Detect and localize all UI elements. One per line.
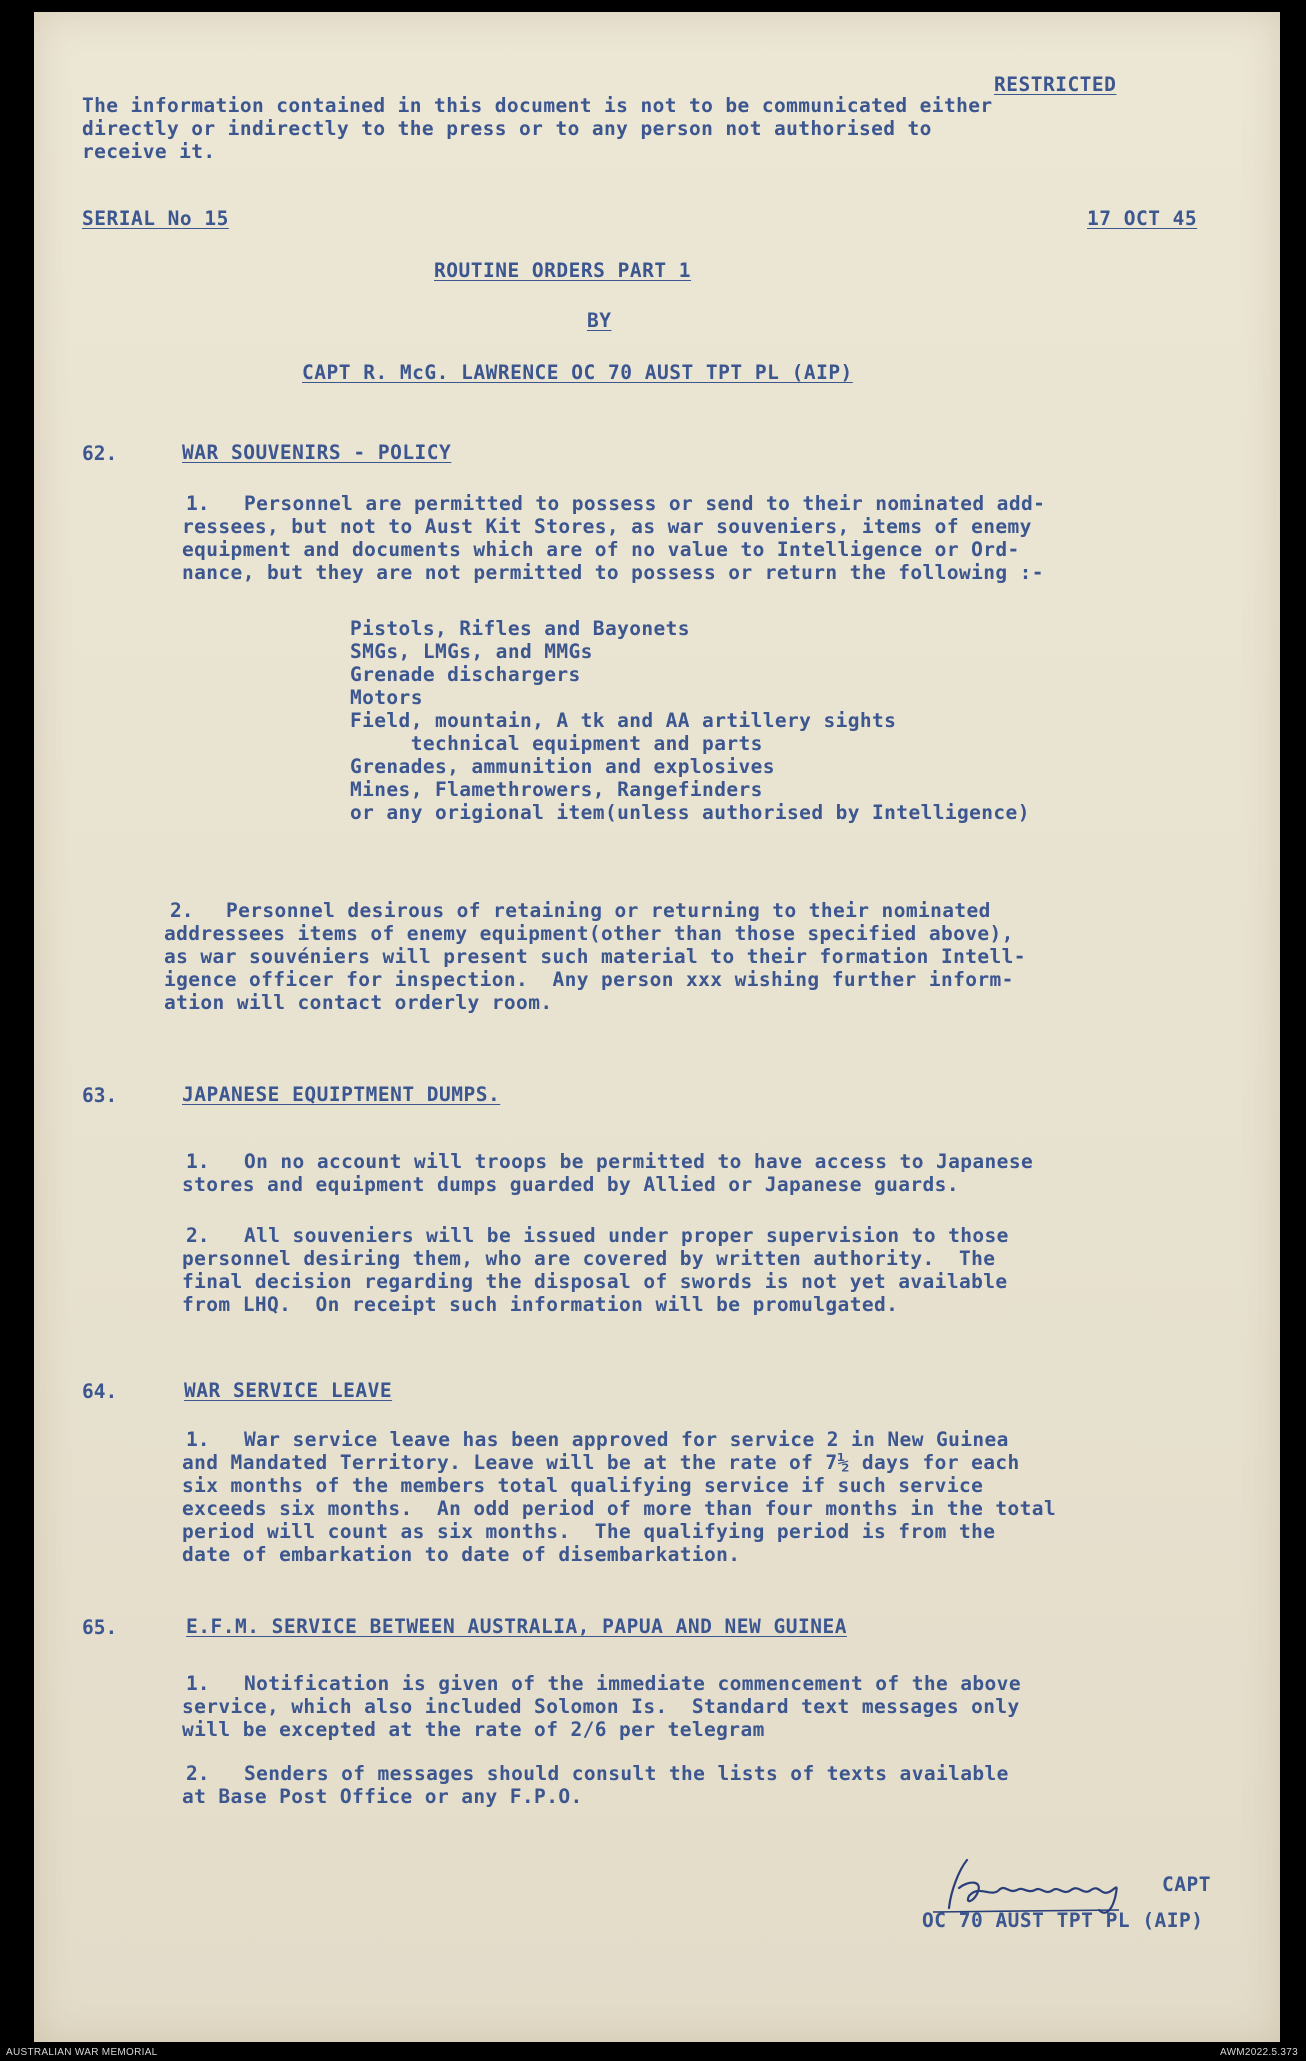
para-line: On no account will troops be permitted to have access to Japanese <box>244 1150 1034 1173</box>
para-line: exceeds six months. An odd period of more than four months in the total <box>182 1497 1057 1520</box>
para-line: and Mandated Territory. Leave will be at the rate of 7½ days for each <box>182 1451 1020 1474</box>
para-line: final decision regarding the disposal of swords is not yet available <box>182 1270 1008 1293</box>
section-paragraph <box>182 492 1045 584</box>
list-item: SMGs, LMGs, and MMGs <box>350 640 593 663</box>
para-line: Personnel desirous of retaining or returning to their nominated <box>226 899 991 922</box>
para-line: stores and equipment dumps guarded by Allied or Japanese guards. <box>182 1173 959 1196</box>
para-line: will be excepted at the rate of 2/6 per telegram <box>182 1718 765 1741</box>
section-heading: E.F.M. SERVICE BETWEEN AUSTRALIA, PAPUA AND NEW GUINEA <box>186 1615 847 1638</box>
section-paragraph <box>182 1150 1033 1196</box>
classification-stamp: RESTRICTED <box>994 73 1117 96</box>
document-page <box>34 12 1280 2042</box>
para-line: service, which also included Solomon Is. Standard text messages only <box>182 1695 1020 1718</box>
para-line: equipment and documents which are of no value to Intelligence or Ord- <box>182 538 1020 561</box>
para-line: from LHQ. On receipt such information will be promulgated. <box>182 1293 899 1316</box>
para-number: 1. <box>186 1672 210 1695</box>
notice-line: receive it. <box>82 140 216 163</box>
section-heading: WAR SOUVENIRS - POLICY <box>182 441 452 464</box>
para-line: period will count as six months. The qualifying period is from the <box>182 1520 996 1543</box>
section-number: 64. <box>82 1380 118 1403</box>
signature-rank: CAPT <box>1162 1873 1211 1896</box>
para-line: ation will contact orderly room. <box>164 991 553 1014</box>
para-line: addressees items of enemy equipment(other than those specified above), <box>164 922 1014 945</box>
para-line: at Base Post Office or any F.P.O. <box>182 1785 583 1808</box>
para-line: War service leave has been approved for service 2 in New Guinea <box>244 1428 1009 1451</box>
document-by: BY <box>587 309 612 332</box>
notice-line: directly or indirectly to the press or to any person not authorised to <box>82 117 932 140</box>
serial-number: SERIAL No 15 <box>82 207 229 230</box>
notice-line: The information contained in this document is not to be communicated either <box>82 94 993 117</box>
para-line: six months of the members total qualifying service if such service <box>182 1474 984 1497</box>
section-number: 62. <box>82 442 118 465</box>
section-paragraph <box>182 1672 1021 1741</box>
para-line: personnel desiring them, who are covered by written authority. The <box>182 1247 996 1270</box>
para-line: ressees, but not to Aust Kit Stores, as war souveniers, items of enemy <box>182 515 1032 538</box>
para-line: Notification is given of the immediate commencement of the above <box>244 1672 1021 1695</box>
signature-unit: OC 70 AUST TPT PL (AIP) <box>922 1909 1204 1932</box>
footer-left-credit: AUSTRALIAN WAR MEMORIAL <box>6 2047 158 2058</box>
section-paragraph <box>182 1428 1056 1566</box>
section-number: 63. <box>82 1084 118 1107</box>
para-line: igence officer for inspection. Any person xxx wishing further inform- <box>164 968 1014 991</box>
para-line: Senders of messages should consult the lists of texts available <box>244 1762 1009 1785</box>
document-author: CAPT R. McG. LAWRENCE OC 70 AUST TPT PL (AIP) <box>302 361 853 384</box>
list-item: Mines, Flamethrowers, Rangefinders <box>350 778 763 801</box>
para-line: nance, but they are not permitted to possess or return the following :- <box>182 561 1044 584</box>
para-line: as war souvéniers will present such material to their formation Intell- <box>164 945 1026 968</box>
section-heading: WAR SERVICE LEAVE <box>184 1379 393 1402</box>
list-item: Field, mountain, A tk and AA artillery sights <box>350 709 897 732</box>
prohibited-items-list <box>350 617 1030 824</box>
section-number: 65. <box>82 1616 118 1639</box>
para-number: 2. <box>170 899 194 922</box>
list-item: technical equipment and parts <box>350 732 763 755</box>
restriction-notice <box>82 94 993 163</box>
section-heading: JAPANESE EQUIPTMENT DUMPS. <box>182 1083 501 1106</box>
list-item: Motors <box>350 686 423 709</box>
para-number: 2. <box>186 1762 210 1785</box>
footer-right-reference: AWM2022.5.373 <box>1219 2047 1298 2058</box>
list-item: Grenades, ammunition and explosives <box>350 755 775 778</box>
list-item: Grenade dischargers <box>350 663 581 686</box>
document-title: ROUTINE ORDERS PART 1 <box>434 259 692 282</box>
list-item: Pistols, Rifles and Bayonets <box>350 617 690 640</box>
section-paragraph <box>182 1224 1009 1316</box>
para-number: 2. <box>186 1224 210 1247</box>
para-line: date of embarkation to date of disembarkation. <box>182 1543 741 1566</box>
para-number: 1. <box>186 492 210 515</box>
order-date: 17 OCT 45 <box>1087 207 1198 230</box>
para-number: 1. <box>186 1428 210 1451</box>
para-line: All souveniers will be issued under proper supervision to those <box>244 1224 1009 1247</box>
list-item: or any origional item(unless authorised by Intelligence) <box>350 801 1030 824</box>
section-paragraph <box>182 1762 1009 1808</box>
para-line: Personnel are permitted to possess or send to their nominated add- <box>244 492 1046 515</box>
section-paragraph <box>164 899 1026 1014</box>
para-number: 1. <box>186 1150 210 1173</box>
